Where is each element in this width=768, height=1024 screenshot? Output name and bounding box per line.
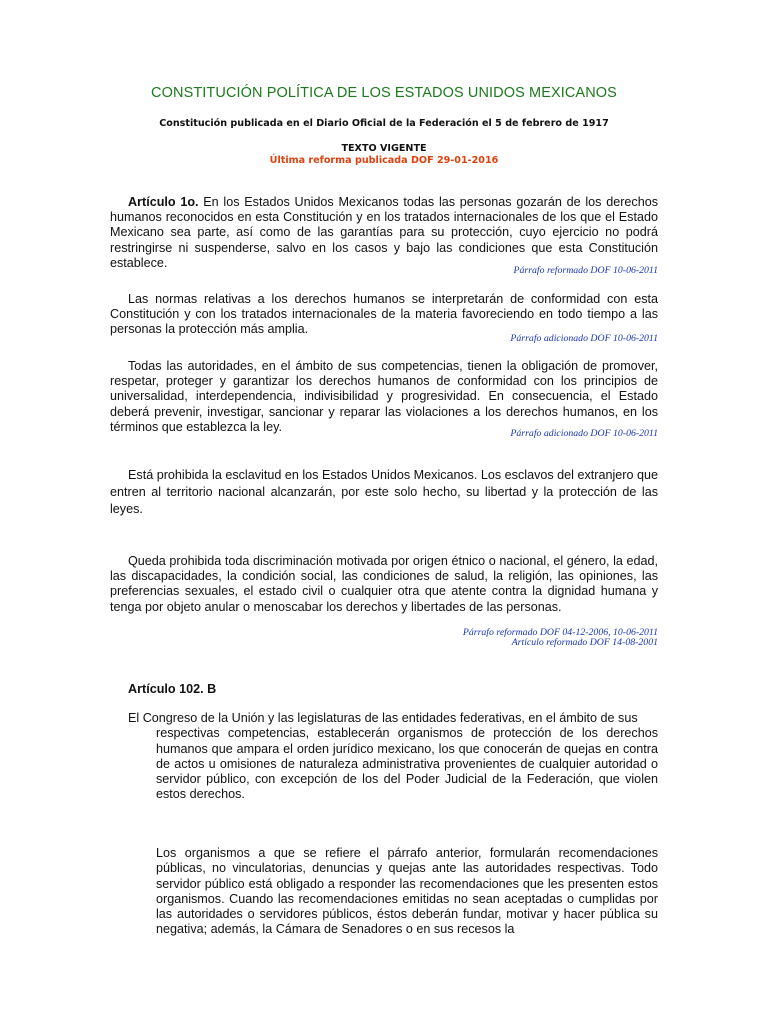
document-title: CONSTITUCIÓN POLÍTICA DE LOS ESTADOS UNIDOS MEXICANOS (151, 85, 617, 101)
paragraph-first-line: El Congreso de la Unión y las legislaturas de las entidades federativas, en el ámbito de sus (128, 711, 638, 725)
article1-paragraph-1 (110, 195, 658, 271)
article102-paragraph-1 (128, 711, 658, 803)
article-reform-note: Artículo reformado DOF 14-08-2001 (511, 637, 658, 648)
article102-paragraph-2: Los organismos a que se refiere el párrafo anterior, formularán recomendaciones públicas, no vinculatorias, denuncias y quejas ante las autoridades respectivas. Todo servidor público está obligado a responder las recomendaciones que les presenten estos organismos. Cuando las recomendaciones emitidas no sean aceptadas o cumplidas por las autoridades o servidores públicos, éstos deberán fundar, motivar y hacer pública su negativa; además, la Cámara de Senadores o en sus recesos la (156, 846, 658, 937)
article1-paragraph-5 (110, 554, 658, 615)
last-reform-label: Última reforma publicada DOF 29-01-2016 (269, 155, 499, 166)
paragraph-text: En los Estados Unidos Mexicanos todas las personas gozarán de los derechos humanos reconocidos en esta Constitución y en los tratados internacionales de los que el Estado Mexicano sea parte, así como de las garantías para su protección, cuyo ejercicio no podrá restringirse ni suspenderse, salvo en los casos y bajo las condiciones que esta Constitución establece. (110, 195, 658, 270)
paragraph-text: Las normas relativas a los derechos humanos se interpretarán de conformidad con esta Constitución y con los tratados internacionales de la materia favoreciendo en todo tiempo a las personas la protección más amplia. (110, 292, 658, 337)
document-status (0, 143, 768, 167)
article1-paragraph-3 (110, 359, 658, 435)
status-label: TEXTO VIGENTE (341, 143, 427, 154)
paragraph-continuation: respectivas competencias, establecerán organismos de protección de los derechos humanos que ampara el orden jurídico mexicano, los que conocerán de quejas en contra de actos u omisiones de naturaleza administrativa provenientes de cualquier autoridad o servidor público, con excepción de los del Poder Judicial de la Federación, que violen estos derechos. (156, 726, 658, 802)
reform-note: Párrafo adicionado DOF 10-06-2011 (510, 333, 658, 344)
document-subtitle: Constitución publicada en el Diario Oficial de la Federación el 5 de febrero de 1917 (159, 118, 609, 129)
reform-note: Párrafo adicionado DOF 10-06-2011 (510, 428, 658, 439)
paragraph-text: Queda prohibida toda discriminación motivada por origen étnico o nacional, el género, la edad, las discapacidades, la condición social, las condiciones de salud, la religión, las opiniones, las preferencias sexuales, el estado civil o cualquier otra que atente contra la dignidad humana y tenga por objeto anular o menoscabar los derechos y libertades de las personas. (110, 554, 658, 614)
article102-heading: Artículo 102. B (128, 682, 217, 696)
reform-note: Párrafo reformado DOF 10-06-2011 (513, 265, 658, 276)
reform-note: Párrafo reformado DOF 04-12-2006, 10-06-2011 (462, 627, 658, 638)
article1-paragraph-2 (110, 292, 658, 338)
article1-label: Artículo 1o. (128, 195, 199, 209)
article1-paragraph-4 (110, 467, 658, 518)
paragraph-text: Está prohibida la esclavitud en los Estados Unidos Mexicanos. Los esclavos del extranjero que entren al territorio nacional alcanzarán, por este solo hecho, su libertad y la protección de las leyes. (110, 468, 658, 516)
paragraph-text: Todas las autoridades, en el ámbito de sus competencias, tienen la obligación de promover, respetar, proteger y garantizar los derechos humanos de conformidad con los principios de universalidad, interdependencia, indivisibilidad y progresividad. En consecuencia, el Estado deberá prevenir, investigar, sancionar y reparar las violaciones a los derechos humanos, en los términos que establezca la ley. (110, 359, 658, 434)
